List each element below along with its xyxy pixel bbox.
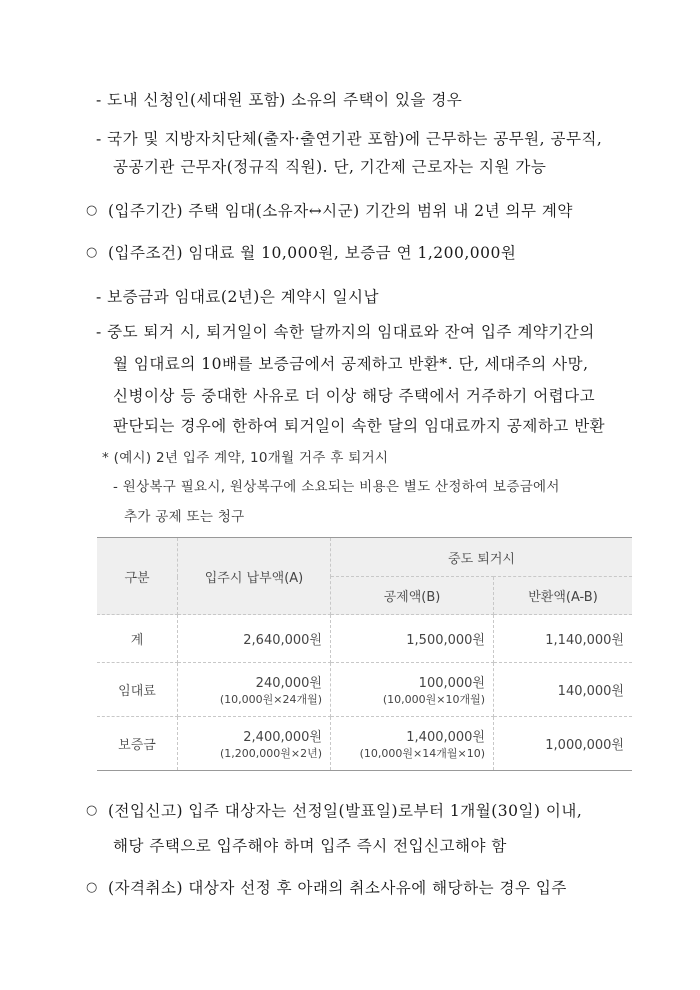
text-line: 신병이상 등 중대한 사유로 더 이상 해당 주택에서 거주하기 어렵다고 (113, 387, 596, 405)
cell-paid (178, 717, 331, 771)
amount: 2,400,000원 (243, 730, 322, 745)
amount-formula: (1,200,000원×2년) (219, 747, 322, 760)
text-line: - 보증금과 임대료(2년)은 계약시 일시납 (96, 288, 379, 306)
example-note: - 원상복구 필요시, 원상복구에 소요되는 비용은 별도 산정하여 보증금에서 (113, 479, 560, 495)
section-item: (입주조건) 임대료 월 10,000원, 보증금 연 1,200,000원 (108, 244, 517, 262)
cell-paid: 2,640,000원 (178, 615, 331, 663)
row-label: 임대료 (97, 663, 178, 717)
header-paid: 입주시 납부액(A) (178, 538, 331, 615)
bullet-circle-icon: ○ (86, 880, 98, 895)
amount: 240,000원 (255, 676, 322, 691)
amount-formula: (10,000원×24개월) (219, 693, 322, 706)
text-line: 해당 주택으로 입주해야 하며 입주 즉시 전입신고해야 함 (113, 837, 507, 855)
cell-deduct: 1,500,000원 (331, 615, 494, 663)
text-line: - 국가 및 지방자치단체(출자·출연기관 포함)에 근무하는 공무원, 공무직, (96, 130, 603, 148)
refund-example-table (97, 537, 632, 771)
table-row (97, 615, 632, 663)
table-row (97, 717, 632, 771)
text-line: - 도내 신청인(세대원 포함) 소유의 주택이 있을 경우 (96, 91, 463, 109)
cell-refund: 1,140,000원 (494, 615, 633, 663)
section-item: (자격취소) 대상자 선정 후 아래의 취소사유에 해당하는 경우 입주 (108, 879, 567, 897)
bullet-circle-icon: ○ (86, 245, 98, 260)
text-line: 공공기관 근무자(정규직 직원). 단, 기간제 근로자는 지원 가능 (113, 158, 547, 176)
row-label: 계 (97, 615, 178, 663)
cell-paid (178, 663, 331, 717)
amount: 1,400,000원 (406, 730, 485, 745)
text-line: - 중도 퇴거 시, 퇴거일이 속한 달까지의 임대료와 잔여 입주 계약기간의 (96, 323, 595, 341)
cell-refund: 140,000원 (494, 663, 633, 717)
bullet-circle-icon: ○ (86, 803, 98, 818)
cell-deduct (331, 717, 494, 771)
row-label: 보증금 (97, 717, 178, 771)
example-note: * (예시) 2년 입주 계약, 10개월 거주 후 퇴거시 (102, 450, 389, 466)
bullet-circle-icon: ○ (86, 203, 98, 218)
example-note: 추가 공제 또는 청구 (124, 509, 245, 525)
header-early-exit: 중도 퇴거시 (331, 538, 633, 577)
section-item: (입주기간) 주택 임대(소유자↔시군) 기간의 범위 내 2년 의무 계약 (108, 202, 573, 220)
amount: 100,000원 (418, 676, 485, 691)
text-line: 월 임대료의 10배를 보증금에서 공제하고 반환*. 단, 세대주의 사망, (113, 355, 589, 373)
text-line: 판단되는 경우에 한하여 퇴거일이 속한 달의 임대료까지 공제하고 반환 (113, 417, 606, 435)
header-deduct: 공제액(B) (331, 577, 494, 615)
cell-deduct (331, 663, 494, 717)
amount-formula: (10,000원×10개월) (382, 693, 485, 706)
header-refund: 반환액(A-B) (494, 577, 633, 615)
section-item: (전입신고) 입주 대상자는 선정일(발표일)로부터 1개월(30일) 이내, (108, 802, 583, 820)
table-row (97, 663, 632, 717)
amount-formula: (10,000원×14개월×10) (359, 747, 485, 760)
header-category: 구분 (97, 538, 178, 615)
cell-refund: 1,000,000원 (494, 717, 633, 771)
